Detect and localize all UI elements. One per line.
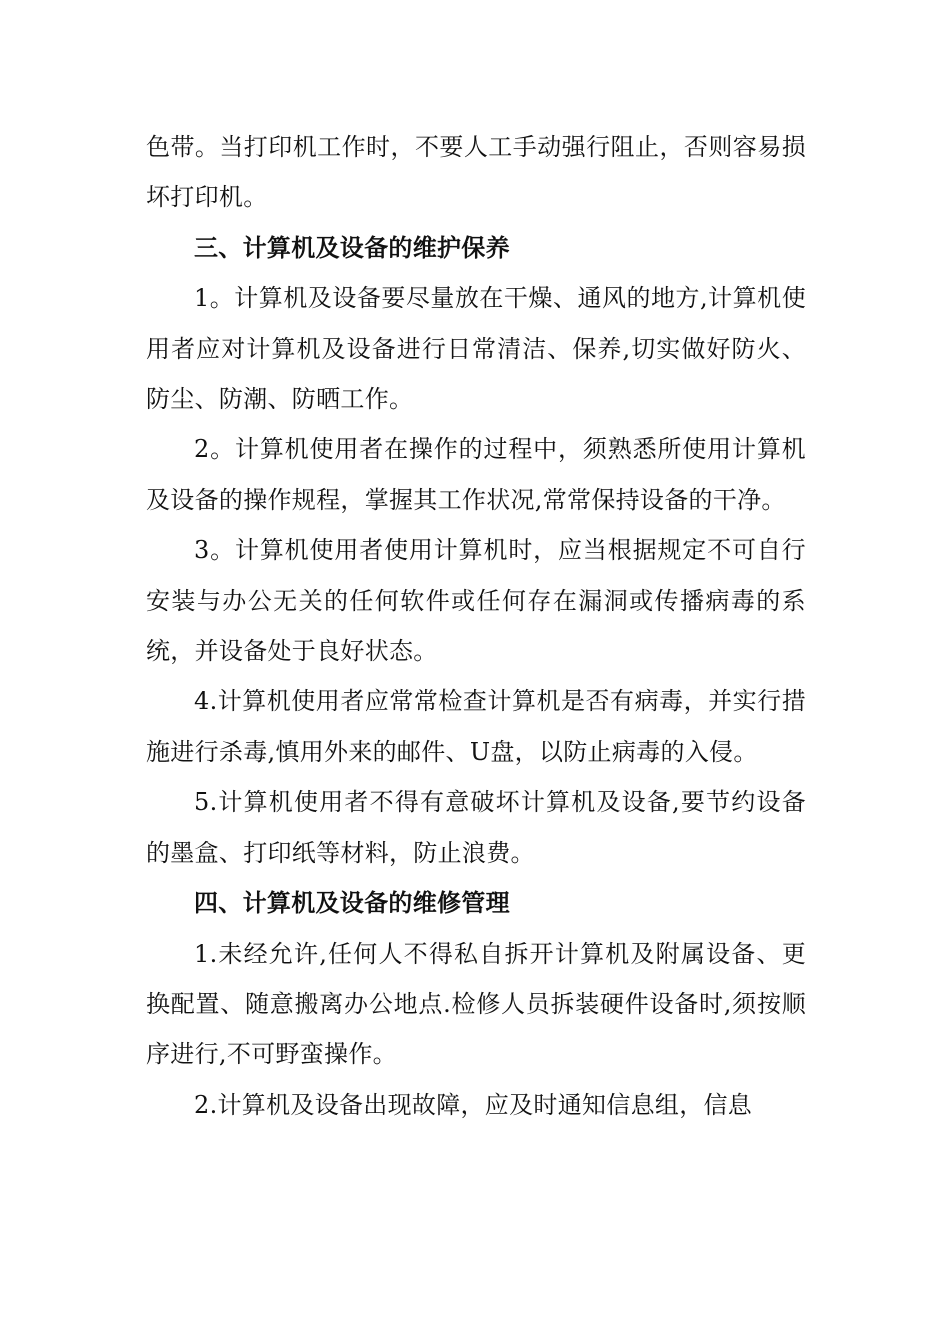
paragraph-repair-1: 1.未经允许,任何人不得私自拆开计算机及附属设备、更换配置、随意搬离办公地点.检修人员拆装硬件设备时,须按顺序进行,不可野蛮操作。: [146, 939, 806, 1069]
paragraph-continuation: 色带。当打印机工作时，不要人工手动强行阻止，否则容易损坏打印机。: [146, 133, 806, 212]
section-heading-4: 四、计算机及设备的维修管理: [194, 889, 510, 918]
paragraph-maintenance-2: 2。计算机使用者在操作的过程中，须熟悉所使用计算机及设备的操作规程，掌握其工作状况,常常保持设备的干净。: [146, 435, 806, 514]
paragraph-maintenance-1: 1。计算机及设备要尽量放在干燥、通风的地方,计算机使用者应对计算机及设备进行日常清洁、保养,切实做好防火、防尘、防潮、防晒工作。: [146, 284, 806, 414]
paragraph-maintenance-4: 4.计算机使用者应常常检查计算机是否有病毒，并实行措施进行杀毒,慎用外来的邮件、U盘，以防止病毒的入侵。: [146, 687, 806, 766]
paragraph-repair-2: 2.计算机及设备出现故障，应及时通知信息组，信息: [194, 1090, 753, 1119]
paragraph-maintenance-5: 5.计算机使用者不得有意破坏计算机及设备,要节约设备的墨盒、打印纸等材料，防止浪费。: [146, 788, 806, 867]
document-body: [146, 122, 806, 1130]
paragraph-maintenance-3: 3。计算机使用者使用计算机时，应当根据规定不可自行安装与办公无关的任何软件或任何存在漏洞或传播病毒的系统，并设备处于良好状态。: [146, 536, 806, 666]
section-heading-3: 三、计算机及设备的维护保养: [194, 233, 510, 262]
